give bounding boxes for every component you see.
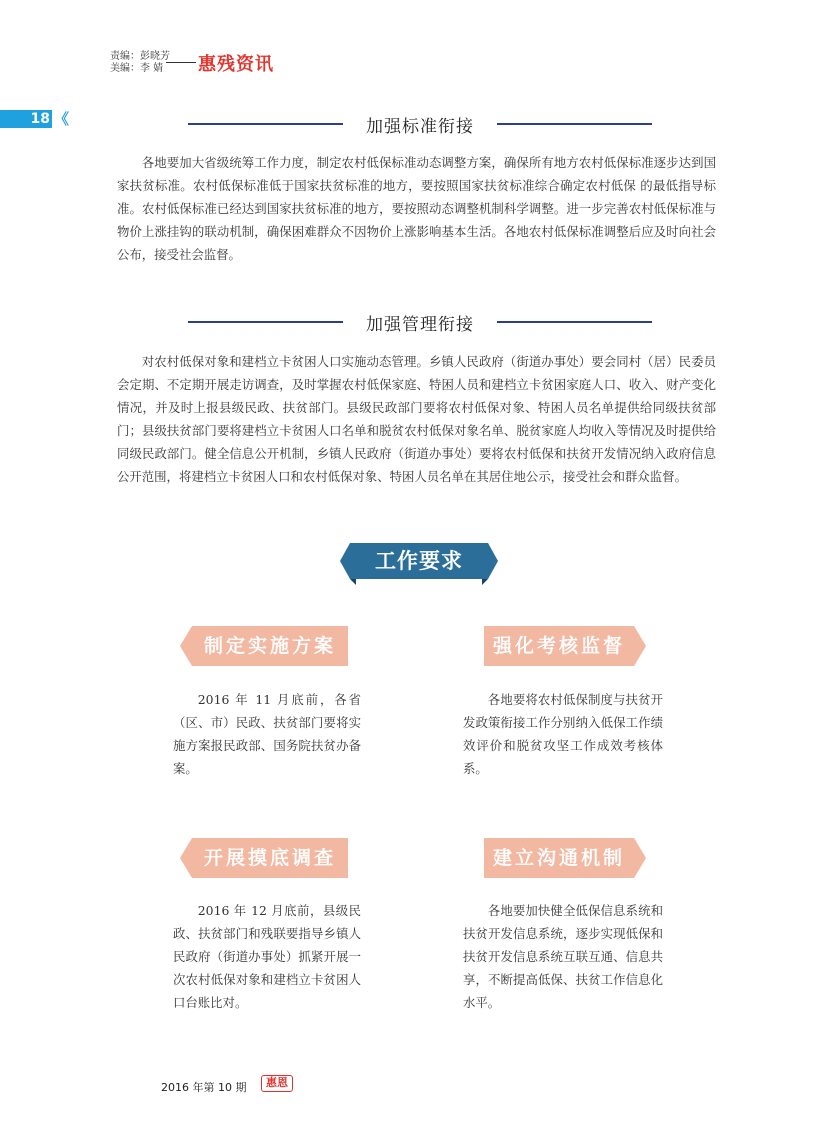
section-title: 加强标准衔接 [366, 116, 474, 137]
heading-rule-right [497, 321, 652, 323]
ribbon-arrow-right-icon [634, 838, 646, 878]
requirement-label-plan: 制定实施方案 [192, 626, 348, 666]
requirement-text-supervision: 各地要将农村低保制度与扶贫开发政策衔接工作分别纳入低保工作绩效评价和脱贫攻坚工作成效考核体系。 [463, 692, 663, 776]
banner-cap-right [488, 543, 498, 579]
section-body-management: 对农村低保对象和建档立卡贫困人口实施动态管理。乡镇人民政府（街道办事处）要会同村（居）民委员会定期、不定期开展走访调查，及时掌握农村低保家庭、特困人员和建档立卡贫困家庭人口、收入、财产变化情况，并及时上报县级民政、扶贫部门。县级民政部门要将农村低保对象、特困人员名单提供给同级扶贫部门；县级扶贫部门要将建档立卡贫困人口名单和脱贫农村低保对象名单、脱贫家庭人均收入等情况及时提供给同级民政部门。健全信息公开机制，乡镇人民政府（街道办事处）要将农村低保和扶贫开发情况纳入政府信息公开范围，将建档立卡贫困人口和农村低保对象、特困人员名单在其居住地公示，接受社会和群众监督。 [117, 354, 716, 484]
heading-rule-left [188, 123, 343, 125]
ribbon-arrow-right-icon [634, 626, 646, 666]
magazine-logo: 惠恩 [261, 1075, 293, 1092]
requirement-text-communication: 各地要加快健全低保信息系统和扶贫开发信息系统，逐步实现低保和扶贫开发信息系统互联互通、信息共享，不断提高低保、扶贫工作信息化水平。 [463, 903, 663, 1010]
requirement-text-survey: 2016 年 12 月底前，县级民政、扶贫部门和残联要指导乡镇人民政府（街道办事处）抓紧开展一次农村低保对象和建档立卡贫困人口台账比对。 [173, 903, 361, 1010]
banner-fold-right [482, 579, 488, 585]
ribbon-arrow-left-icon [180, 838, 192, 878]
column-title: 惠残资讯 [198, 54, 274, 75]
heading-rule-left [188, 321, 343, 323]
requirement-text-plan: 2016 年 11 月底前，各省（区、市）民政、扶贫部门要将实施方案报民政部、国务院扶贫办备案。 [173, 692, 361, 776]
heading-rule-right [497, 123, 652, 125]
page-number-tab: 18 [0, 110, 52, 128]
section-heading-management [188, 310, 652, 334]
requirement-label-communication: 建立沟通机制 [484, 838, 634, 878]
ribbon-arrow-left-icon [180, 626, 192, 666]
editor-line-1: 责编：彭晓芳 [110, 51, 170, 62]
editor-credits [110, 51, 170, 75]
requirement-label-supervision: 强化考核监督 [484, 626, 634, 666]
editor-line-2: 美编：李 婧 [110, 63, 164, 74]
banner-cap-left [340, 543, 350, 579]
issue-number: 2016 年第 10 期 [161, 1081, 247, 1094]
header-divider [166, 62, 196, 63]
section-title: 加强管理衔接 [366, 314, 474, 335]
page-arrow-icon: 《 [54, 110, 70, 128]
banner-fold-left [350, 579, 356, 585]
requirements-banner: 工作要求 [350, 543, 488, 579]
section-body-standards: 各地要加大省级统筹工作力度，制定农村低保标准动态调整方案，确保所有地方农村低保标准逐步达到国家扶贫标准。农村低保标准低于国家扶贫标准的地方，要按照国家扶贫标准综合确定农村低保 的最低指导标准。农村低保标准已经达到国家扶贫标准的地方，要按照动态调整机制科学调整。进一步完善农村低保标准与物价上涨挂钩的联动机制，确保困难群众不因物价上涨影响基本生活。各地农村低保标准调整后应及时向社会公布，接受社会监督。 [117, 155, 716, 262]
requirement-label-survey: 开展摸底调查 [192, 838, 348, 878]
section-heading-standards [188, 112, 652, 136]
